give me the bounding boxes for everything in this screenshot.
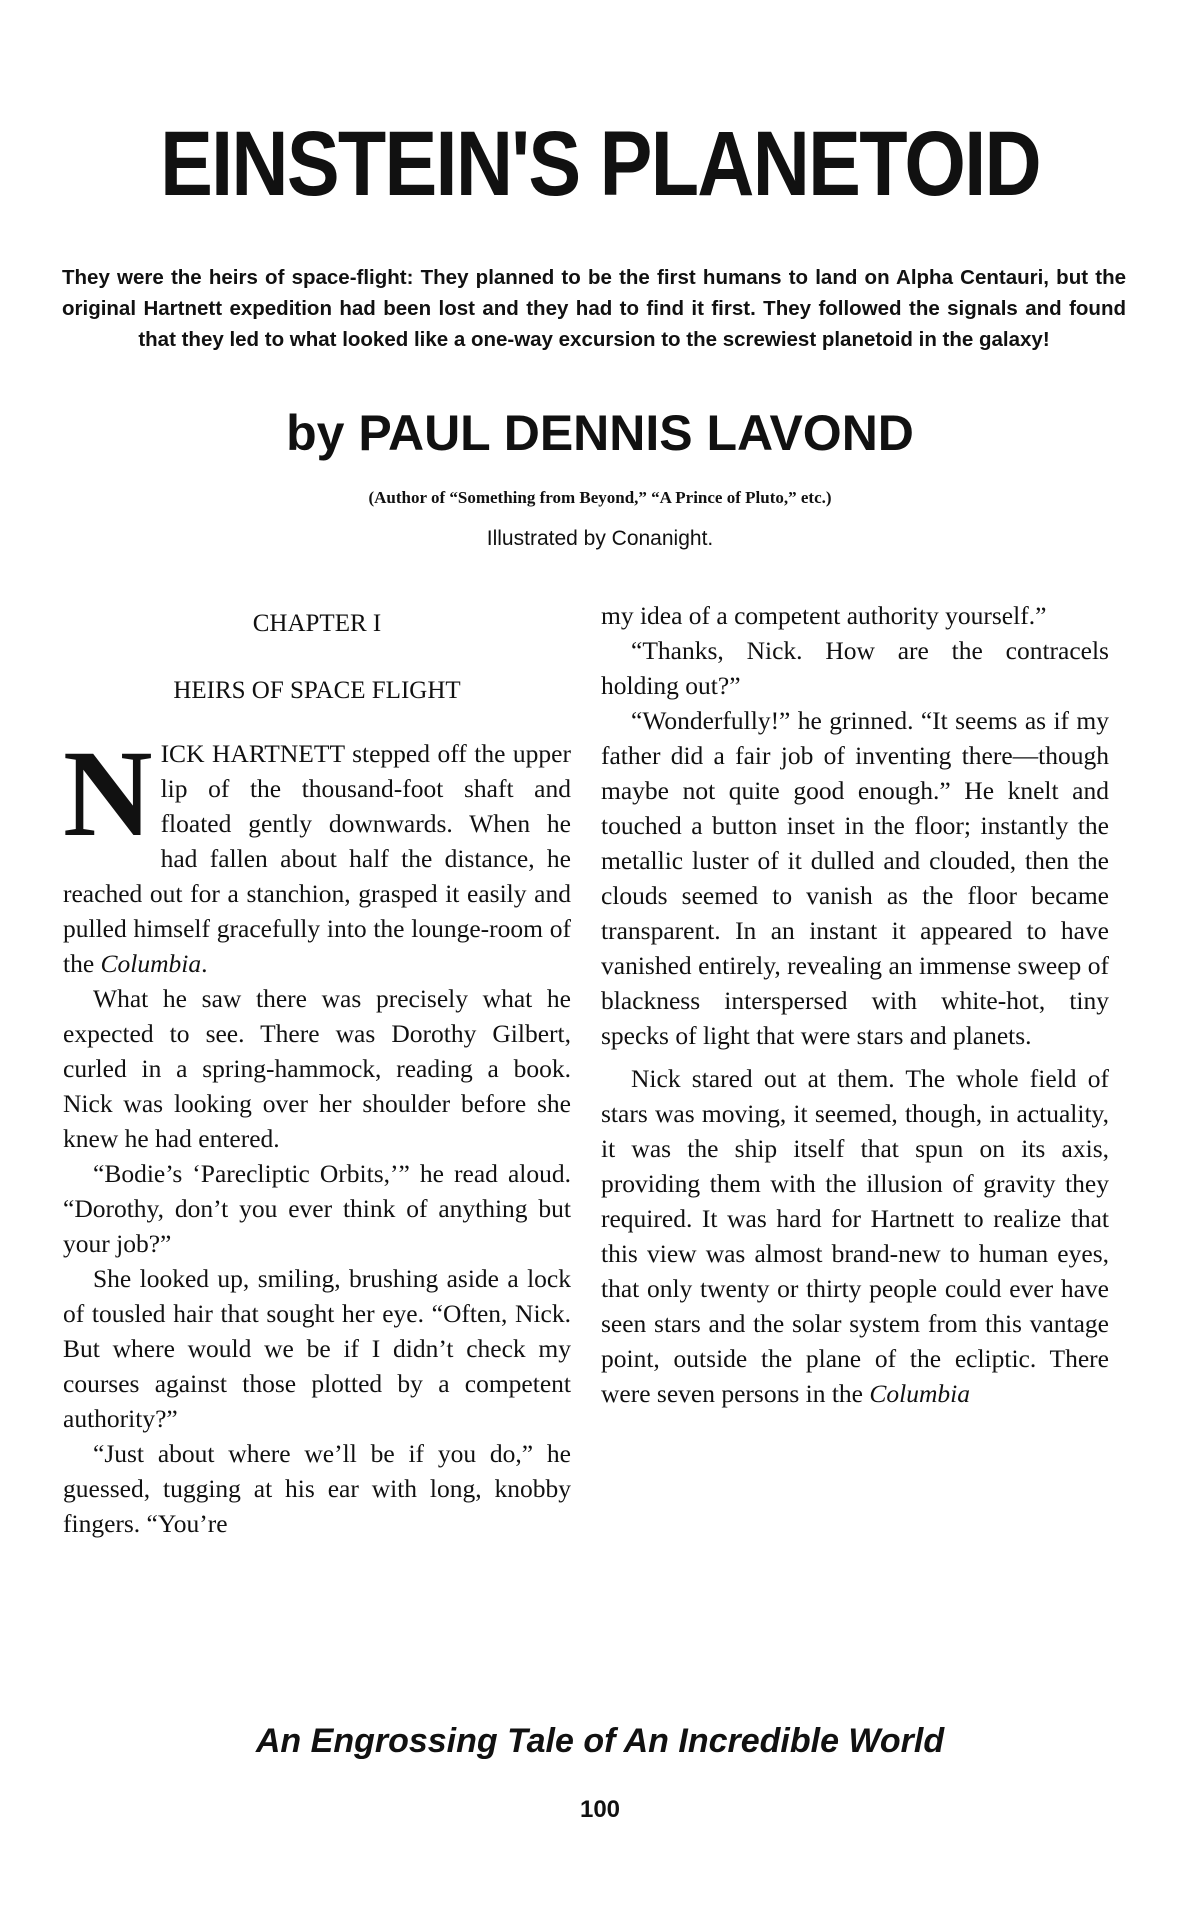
chapter-heading: CHAPTER I [252,610,382,637]
byline: by PAUL DENNIS LAVOND [286,405,914,461]
paragraph-text: . [201,949,208,978]
paragraph [601,1061,1109,1411]
paragraph: “Thanks, Nick. How are the contracels holding out?” [601,636,1109,700]
paragraph: my idea of a competent authority yourself.” [601,601,1047,630]
paragraph-text: Nick stared out at them. The whole field of stars was moving, it seemed, though, in actuality, it was the ship itself that spun on its axis, providing them with the illusion of gravity they required. It was hard for Hartnett to realize that this view was almost brand-new to human eyes, that only twenty or thirty people could ever have seen stars and the solar system from this vantage point, outside the plane of the ecliptic. There were seven persons in the [601,1064,1109,1408]
paragraph: “Wonderfully!” he grinned. “It seems as if my father did a fair job of inventing there—though maybe not quite good enough.” He knelt and touched a button inset in the floor; instantly the metallic luster of it dulled and clouded, then the clouds seemed to vanish as the floor became transparent. In an instant it appeared to have vanished entirely, revealing an immense sweep of blackness interspersed with white-hot, tiny specks of light that were stars and planets. [601,706,1109,1050]
story-blurb: They were the heirs of space-flight: They planned to be the first humans to land on Alpha Centauri, but the original Hartnett expedition had been lost and they had to find it first. They followed the signals and found that they led to what looked like a one-way excursion to the screwiest planetoid in the galaxy! [62,266,1126,351]
ship-name: Columbia [869,1379,970,1408]
story-title: EINSTEIN'S PLANETOID [160,113,1040,215]
paragraph: What he saw there was precisely what he expected to see. There was Dorothy Gilbert, curled in a spring-hammock, reading a book. Nick was looking over her shoulder before she knew he had entered. [63,984,571,1153]
left-column [63,598,571,1541]
paragraph: She looked up, smiling, brushing aside a lock of tousled hair that sought her eye. “Often, Nick. But where would we be if I didn’t check my courses against those plotted by a competent authority?” [63,1264,571,1433]
page-number: 100 [579,1796,621,1823]
paragraph [63,725,571,981]
paragraph: “Just about where we’ll be if you do,” he guessed, tugging at his ear with long, knobby fingers. “You’re [63,1439,571,1538]
illustrator-credit: Illustrated by Conanight. [486,527,714,550]
right-column [601,598,1109,1411]
chapter-subheading: HEIRS OF SPACE FLIGHT [173,677,461,704]
drop-cap: N [63,725,153,862]
ship-name: Columbia [100,949,202,978]
paragraph: “Bodie’s ‘Parecliptic Orbits,’” he read aloud. “Dorothy, don’t you ever think of anything but your job?” [63,1159,571,1258]
paragraph-text: ICK HARTNETT stepped off the upper lip of the thousand-foot shaft and floated gently downwards. When he had fallen about half the distance, he reached out for a stanchion, grasped it easily and pulled himself gracefully into the lounge-room of the [63,739,571,978]
author-note: (Author of “Something from Beyond,” “A Prince of Pluto,” etc.) [368,488,832,507]
footer-tagline: An Engrossing Tale of An Incredible World [255,1722,945,1760]
